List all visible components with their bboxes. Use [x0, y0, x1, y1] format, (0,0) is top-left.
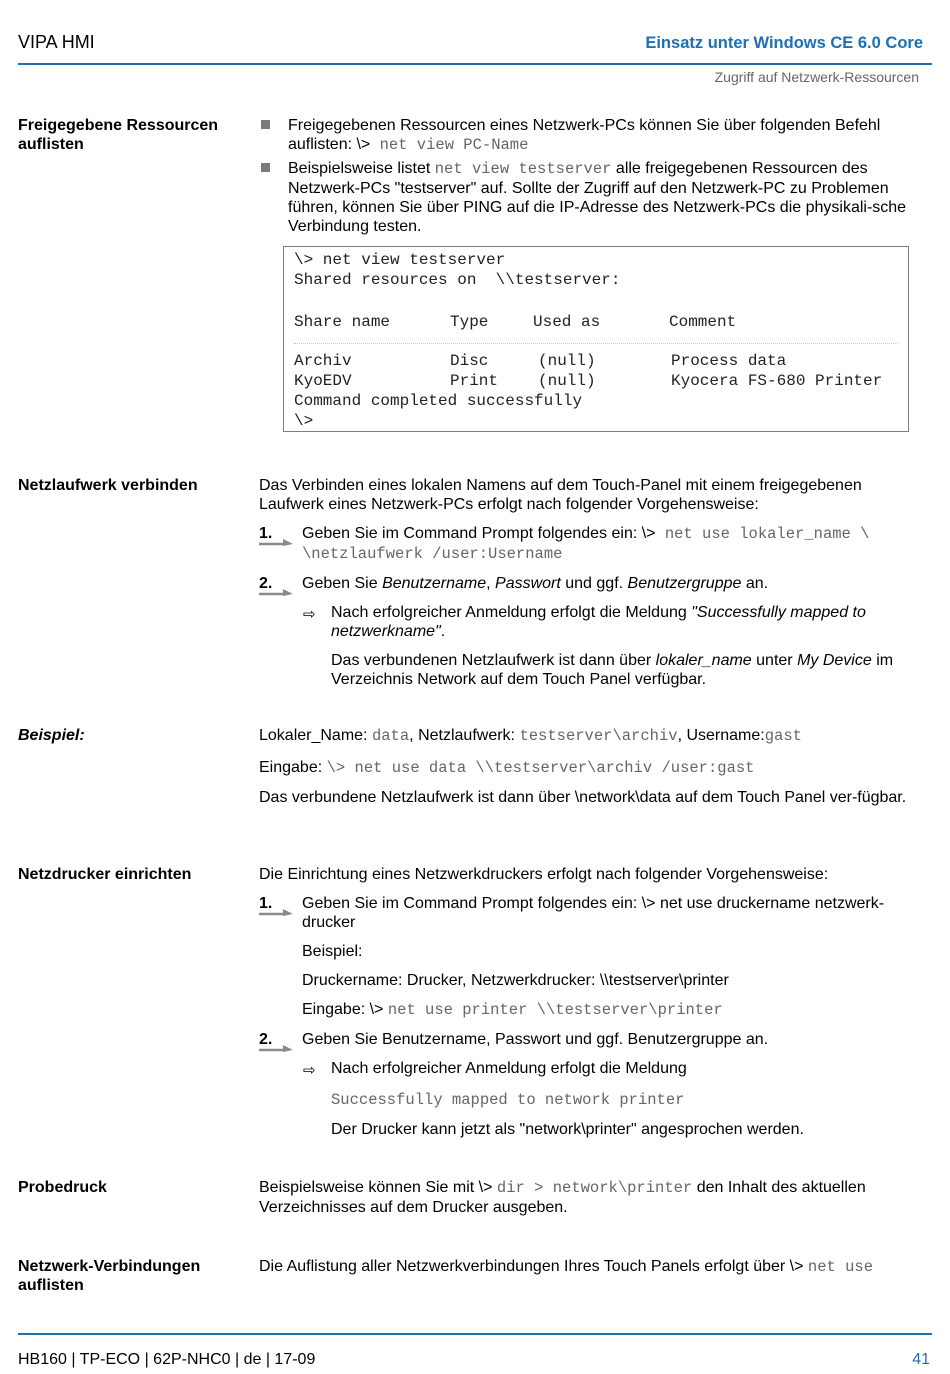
- inline-code: net use lokaler_name \: [655, 525, 870, 543]
- example-label: Beispiel:: [302, 943, 363, 960]
- square-bullet-icon: [261, 163, 270, 172]
- code-cell: Kyocera FS-680 Printer: [671, 372, 883, 390]
- code-line: Shared resources on \\testserver:: [294, 271, 621, 289]
- step-number: 1.: [259, 524, 295, 543]
- step-item: [259, 1030, 929, 1049]
- example-line: Lokaler_Name: data, Netzlaufwerk: testserver\archiv, Username:gast: [259, 727, 802, 745]
- section-heading-netzdrucker: Netzdrucker einrichten: [18, 866, 192, 883]
- step-number: 2.: [259, 1030, 295, 1049]
- code-line: \> net view testserver: [294, 251, 506, 269]
- code-line: Command completed successfully: [294, 392, 583, 410]
- header-rule: [18, 63, 932, 65]
- section-body-netzdrucker: [259, 865, 929, 1139]
- step-arrow-icon: [259, 1044, 293, 1052]
- step-number: 1.: [259, 894, 295, 913]
- code-cell: Disc: [450, 352, 489, 370]
- section-body-netzlaufwerk: [259, 476, 929, 689]
- code-line: \>: [294, 412, 314, 430]
- code-listing-box: [283, 246, 909, 432]
- section-heading-beispiel: Beispiel:: [18, 727, 85, 744]
- result-arrow-icon: ⇨: [303, 606, 316, 623]
- intro-text: Das Verbinden eines lokalen Namens auf dem Touch-Panel mit einem freigegebenen Laufwerk eines Netzwerk-PCs erfolgt nach folgender Vorgehensweise:: [259, 477, 862, 513]
- section-subtitle: Zugriff auf Netzwerk-Ressourcen: [714, 69, 919, 85]
- code-separator: [294, 343, 898, 344]
- section-body-probedruck: Beispielsweise können Sie mit \> dir > network\printer den Inhalt des aktuellen Verzeichnisses auf dem Drucker ausgeben.: [259, 1179, 866, 1216]
- bullet-item: [259, 116, 929, 155]
- step-text: Geben Sie im Command Prompt folgendes ein: \> net use druckername netzwerk-drucker: [302, 895, 885, 931]
- intro-text: Die Einrichtung eines Netzwerkdruckers erfolgt nach folgender Vorgehensweise:: [259, 866, 829, 883]
- step-text: Geben Sie Benutzername, Passwort und ggf. Benutzergruppe an.: [302, 1031, 769, 1048]
- code-header-comment: Comment: [669, 313, 737, 331]
- step-text: Geben Sie im Command Prompt folgendes ein: \>: [302, 525, 656, 542]
- section-heading-probedruck: Probedruck: [18, 1179, 107, 1196]
- bullet-text: Beispielsweise listet: [288, 160, 435, 177]
- bullet-item: [259, 159, 929, 236]
- code-header-share: Share name: [294, 313, 391, 331]
- section-body-verbindungen: Die Auflistung aller Netzwerkverbindungen Ihres Touch Panels erfolgt über \> net use: [259, 1258, 874, 1276]
- example-input: Eingabe: \> net use printer \\testserver\printer: [302, 1001, 723, 1019]
- step-item: [259, 524, 929, 564]
- header-title: VIPA HMI: [18, 32, 95, 52]
- result-arrow-icon: ⇨: [303, 1062, 316, 1079]
- result-item: ⇨ Nach erfolgreicher Anmeldung erfolgt die Meldung: [303, 1060, 687, 1079]
- footer-rule: [18, 1333, 932, 1335]
- example-input: Eingabe: \> net use data \\testserver\archiv /user:gast: [259, 759, 755, 777]
- footer-doc-id: HB160 | TP-ECO | 62P-NHC0 | de | 17-09: [18, 1351, 316, 1368]
- inline-code: net view testserver: [434, 160, 612, 178]
- chapter-title: Einsatz unter Windows CE 6.0 Core: [645, 34, 923, 52]
- step-item: 2. Geben Sie Benutzername, Passwort und ggf. Benutzergruppe an.: [259, 574, 929, 593]
- code-cell: (null): [538, 372, 596, 390]
- result-item: ⇨ Nach erfolgreicher Anmeldung erfolgt die Meldung "Successfully mapped to netzwerkname".: [303, 604, 866, 640]
- section-body-beispiel: [259, 726, 929, 807]
- step-item: [259, 894, 929, 932]
- inline-code: \netzlaufwerk /user:: [302, 545, 489, 563]
- square-bullet-icon: [261, 120, 270, 129]
- section-heading-verbindungen: Netzwerk-Verbindungen auflisten: [18, 1258, 201, 1294]
- step-arrow-icon: [259, 588, 293, 596]
- step-number: 2.: [259, 574, 295, 593]
- inline-code: net view PC-Name: [370, 136, 529, 154]
- code-cell: Print: [450, 372, 499, 390]
- bullet-text: Freigegebenen Ressourcen eines Netzwerk-PCs können Sie über folgenden Befehl auflisten: \>: [288, 117, 881, 153]
- result-note: Das verbundenen Netzlaufwerk ist dann über lokaler_name unter My Device im Verzeichnis Network auf dem Touch Panel verfügbar.: [331, 652, 894, 688]
- code-cell: Process data: [671, 352, 787, 370]
- step-arrow-icon: [259, 538, 293, 546]
- section-heading-netzlaufwerk: Netzlaufwerk verbinden: [18, 477, 198, 494]
- section-body-freigegebene: [259, 116, 929, 236]
- code-cell: KyoEDV: [294, 372, 352, 390]
- inline-code: Username: [488, 545, 563, 563]
- bullet-text: alle freigegebenen Ressourcen des Netzwerk-PCs "testserver" auf. Sollte der Zugriff auf den Netzwerk-PC zu Problemen führen, können Sie über PING auf die IP-Adresse des Netzwerk-PCs die physikali-sche Verbindung testen.: [288, 160, 907, 235]
- code-header-used: Used as: [533, 313, 601, 331]
- code-cell: Archiv: [294, 352, 352, 370]
- code-header-type: Type: [450, 313, 489, 331]
- code-cell: (null): [538, 352, 596, 370]
- example-line: Druckername: Drucker, Netzwerkdrucker: \\testserver\printer: [302, 972, 729, 989]
- section-heading-freigegebene: Freigegebene Ressourcen auflisten: [18, 117, 219, 153]
- page-number: 41: [912, 1351, 930, 1368]
- result-note: Der Drucker kann jetzt als "network\printer" angesprochen werden.: [331, 1121, 804, 1138]
- step-arrow-icon: [259, 908, 293, 916]
- result-message: Successfully mapped to network printer: [331, 1091, 685, 1109]
- example-note: Das verbundene Netzlaufwerk ist dann über \network\data auf dem Touch Panel ver-fügbar.: [259, 789, 907, 806]
